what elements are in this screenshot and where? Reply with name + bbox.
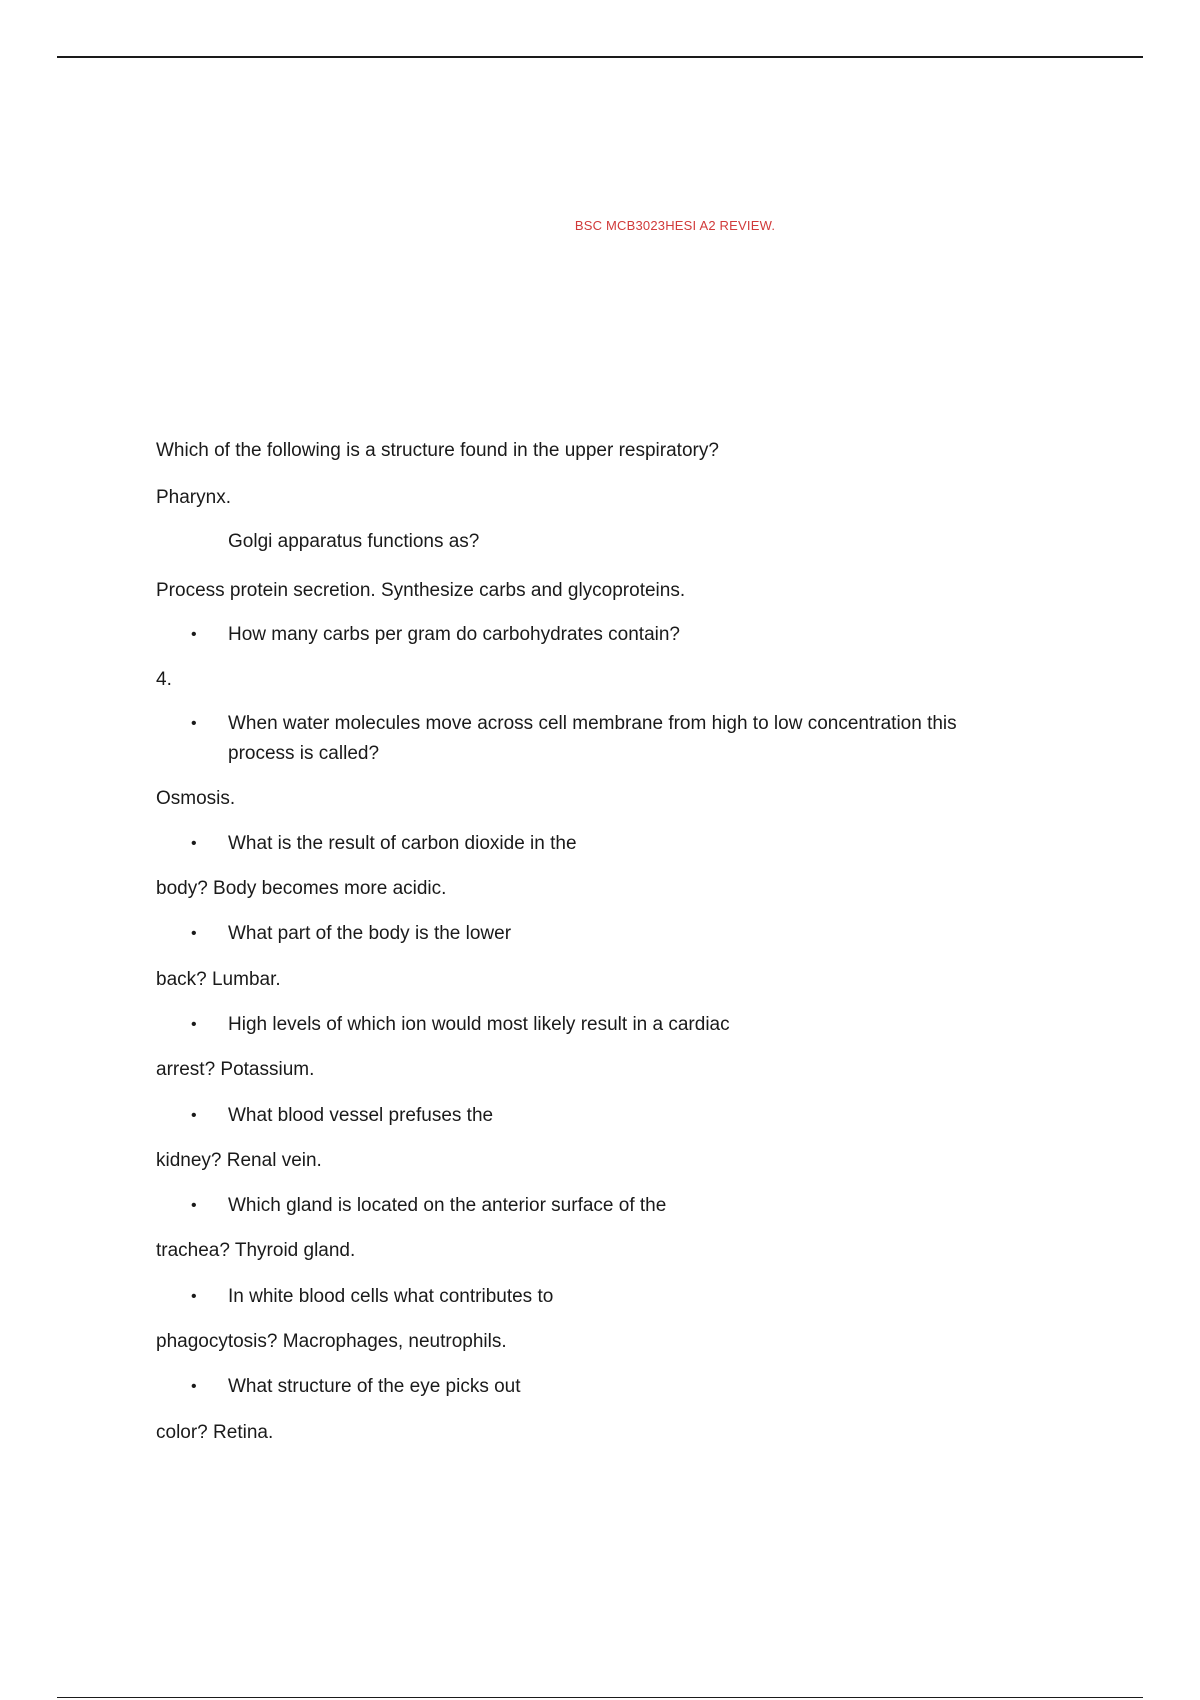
answer-line: trachea? Thyroid gland. xyxy=(156,1240,356,1261)
bullet-icon: • xyxy=(191,715,197,732)
question-line: What is the result of carbon dioxide in the xyxy=(228,833,577,854)
question-line: Golgi apparatus functions as? xyxy=(228,531,480,552)
question-line: High levels of which ion would most likely result in a cardiac xyxy=(228,1014,730,1035)
question-line: In white blood cells what contributes to xyxy=(228,1286,554,1307)
footer-rule xyxy=(57,1697,1143,1698)
bullet-icon: • xyxy=(191,1197,197,1214)
document-title: BSC MCB3023HESI A2 REVIEW. xyxy=(574,218,776,233)
question-line: What structure of the eye picks out xyxy=(228,1376,521,1397)
bullet-icon: • xyxy=(191,626,197,643)
question-line: What part of the body is the lower xyxy=(228,923,512,944)
question-line: What blood vessel prefuses the xyxy=(228,1105,494,1126)
bullet-icon: • xyxy=(191,1016,197,1033)
answer-line: Osmosis. xyxy=(156,788,236,809)
question-line: Which of the following is a structure found in the upper respiratory? xyxy=(156,440,719,461)
answer-line: 4. xyxy=(156,669,172,690)
answer-line: kidney? Renal vein. xyxy=(156,1150,322,1171)
question-line: Which gland is located on the anterior surface of the xyxy=(228,1195,667,1216)
answer-line: body? Body becomes more acidic. xyxy=(156,878,447,899)
answer-line: phagocytosis? Macrophages, neutrophils. xyxy=(156,1331,507,1352)
answer-line: arrest? Potassium. xyxy=(156,1059,315,1080)
bullet-icon: • xyxy=(191,1107,197,1124)
header-rule xyxy=(57,56,1143,58)
bullet-icon: • xyxy=(191,1288,197,1305)
answer-line: back? Lumbar. xyxy=(156,969,281,990)
bullet-icon: • xyxy=(191,925,197,942)
question-line: When water molecules move across cell membrane from high to low concentration this process is called? xyxy=(228,713,957,764)
bullet-icon: • xyxy=(191,835,197,852)
answer-line: Pharynx. xyxy=(156,487,231,508)
answer-line: Process protein secretion. Synthesize carbs and glycoproteins. xyxy=(156,580,686,601)
answer-line: color? Retina. xyxy=(156,1422,274,1443)
question-line: How many carbs per gram do carbohydrates contain? xyxy=(228,624,681,645)
bullet-icon: • xyxy=(191,1378,197,1395)
